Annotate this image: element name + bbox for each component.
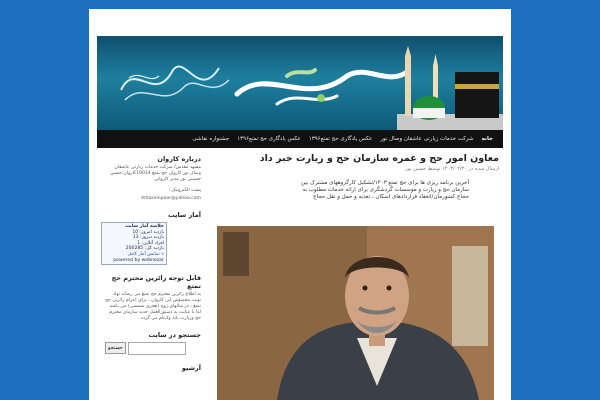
stats-widget — [105, 211, 201, 265]
stats-box-title: خلاصه آمار سایت — [125, 224, 164, 229]
nav-item-home[interactable]: خانه — [481, 136, 493, 142]
email-link[interactable]: drhoseinpoor@yahoo.com — [140, 196, 201, 201]
stats-box — [101, 222, 167, 265]
search-form — [105, 342, 201, 355]
nav-item-company[interactable]: شرکت خدمات زیارتی عاشقان وصال نور — [380, 136, 474, 142]
stat-today: بازدید امروز: 10 — [132, 229, 164, 235]
about-title: درباره کاروان — [157, 155, 201, 163]
post-excerpt: آخرین برنامه ریزی ها برای حج تمتع ۱۴۰۳/تشکیل کارگروههای مشترک بین سازمان حج و زیارت و موسسات گردشگری برای ارائه خدمات مطلوب به حجاج کشورمان/انعقاد قراردادهای اسکان ، تغذیه و حمل و نقل حجاج — [300, 180, 469, 200]
notice-text: به اطلاع زائرین محترم حج تمتع می رساند نهاد نوبت مخصوص این کاروان ، برای اعزام زائرین حج تمتع ، در سالهای زوج (هجری شمسی) می باشد. لذا با عنایت به دستورالعمل جدید سازمان محترم حج وزیارت باید ولایتام می گردد. — [105, 292, 201, 322]
post-meta: ارسال شده در ۱۴۰۳/۰۲/۲۰ توسط حسین نور — [405, 166, 499, 172]
email-label: پست الکترونیک : — [168, 188, 201, 193]
about-text: مشهد مقدس/ شرکت خدمات زیارتی عاشقان وصال نور کاروان حج تمتع 19014کاروان:حسین حسینی نور مدیر کاروانی — [110, 165, 201, 182]
stats-more-link[interactable]: » نمایش آمار کامل — [127, 251, 164, 257]
kaaba-mosque-image — [397, 44, 503, 130]
notice-title: قابل توجه زائرین محترم حج تمتع — [111, 274, 201, 291]
search-title: جستجو در سایت — [148, 331, 201, 340]
powered-by[interactable]: powered by webnezar — [113, 257, 164, 263]
stats-title: آمار سایت — [168, 211, 201, 219]
page-container — [89, 9, 511, 400]
search-widget — [105, 331, 201, 355]
stat-online: افراد آنلاین: 1 — [137, 240, 164, 246]
about-widget — [105, 155, 201, 202]
portrait-image — [217, 226, 494, 400]
search-input[interactable] — [128, 342, 186, 355]
notice-widget — [105, 274, 201, 322]
main-navigation — [97, 130, 503, 148]
nav-item-painting-festival[interactable]: جشنواره نقاشی — [192, 136, 230, 142]
post-content — [217, 152, 499, 400]
caravan-title-logo — [217, 46, 427, 116]
search-button[interactable]: جستجو — [105, 342, 126, 354]
sidebar — [105, 155, 201, 400]
nav-item-photos-a[interactable]: عکس یادگاری حج تمتع۱۳۹۶ — [308, 136, 373, 142]
stat-total: بازدید کل: 200285 — [125, 246, 164, 252]
archive-title: آرشیو — [181, 364, 201, 373]
nav-item-photos-b[interactable]: عکس یادگاری حج تمتع۱۳۹۶ — [237, 136, 301, 142]
post-title[interactable]: معاون امور حج و عمره سازمان حج و زیارت خبر داد — [259, 153, 499, 164]
archive-widget — [105, 364, 201, 372]
post-photo[interactable] — [217, 226, 494, 400]
site-banner[interactable] — [97, 36, 503, 130]
stat-yesterday: بازدید دیروز: 13 — [132, 235, 164, 241]
